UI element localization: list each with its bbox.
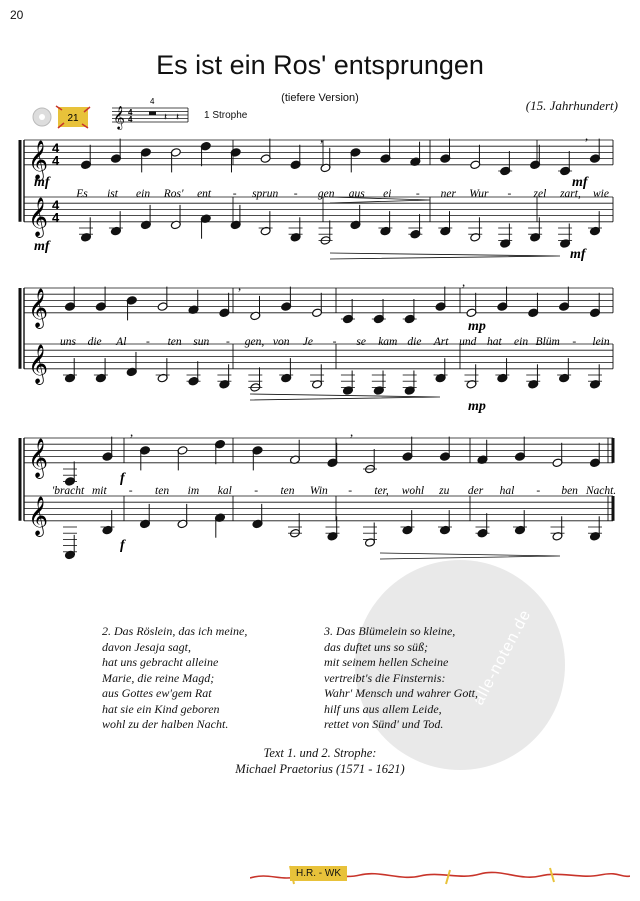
- verse-line: aus Gottes ew'gem Rat: [102, 686, 212, 700]
- lyric-syllable: se: [356, 336, 366, 348]
- verse-line: davon Jesaja sagt,: [102, 639, 191, 654]
- page-title: Es ist ein Ros' entsprungen: [156, 50, 484, 80]
- text-credit: [0, 745, 640, 777]
- breath-mark: ,: [350, 424, 354, 439]
- subtitle: (tiefere Version): [281, 92, 359, 104]
- lyric-syllable: uns: [60, 336, 76, 348]
- lyric-syllable: zel: [533, 188, 547, 200]
- credit-line: Text 1. und 2. Strophe:: [263, 746, 377, 760]
- lyric-syllable: Win: [309, 485, 328, 497]
- verse-line: mit seinem hellen Scheine: [324, 655, 449, 669]
- lyric-syllable: ner: [440, 188, 457, 200]
- verse-line: 2. Das Röslein, das ich meine,: [102, 624, 248, 638]
- hairpin: [330, 253, 560, 259]
- lyric-syllable: Je: [302, 336, 313, 348]
- lyric-syllable: ist: [107, 188, 118, 200]
- strophe-label: 1 Strophe: [204, 110, 248, 121]
- lyric-syllable: -: [348, 485, 353, 497]
- lyric-syllable: zart,: [560, 188, 581, 200]
- svg-text:4: 4: [128, 108, 133, 117]
- lyric-syllable: und: [459, 336, 477, 348]
- dynamic-marking: mf: [570, 247, 586, 262]
- verse-line: hat sie ein Kind geboren: [102, 701, 220, 716]
- treble-clef: 𝄞: [28, 495, 49, 536]
- lyric-syllable: ein: [136, 188, 151, 200]
- treble-clef: 𝄞: [28, 287, 49, 328]
- svg-text:𝄞: 𝄞: [113, 105, 125, 129]
- lyric-syllable: ent: [197, 188, 212, 200]
- lyric-syllable: die: [407, 336, 422, 348]
- count-in-number: 4: [150, 98, 155, 106]
- dynamic-marking: mf: [34, 239, 50, 254]
- lyric-syllable: -: [415, 188, 420, 200]
- time-signature: 4: [52, 197, 60, 213]
- century-label: (15. Jahrhundert): [525, 98, 618, 113]
- dynamic-marking: f: [120, 538, 125, 553]
- credit-line: Michael Praetorius (1571 - 1621): [235, 762, 405, 776]
- lyric-syllable: aus: [348, 188, 365, 200]
- lyric-syllable: -: [225, 336, 230, 348]
- lyric-syllable: der: [467, 485, 484, 497]
- dynamic-marking: mf: [34, 175, 50, 190]
- lyric-syllable: hal: [499, 485, 515, 497]
- lyric-syllable: -: [128, 485, 133, 497]
- track-number: 21: [67, 113, 79, 124]
- verse-line: vertreibt's die Finsternis:: [324, 670, 446, 685]
- verse-3: [324, 624, 478, 733]
- lyric-syllable: wohl: [401, 485, 425, 497]
- dynamic-marking: f: [120, 471, 125, 486]
- verse-line: rettet von Sünd' und Tod.: [324, 717, 444, 731]
- lyric-syllable: -: [536, 485, 541, 497]
- time-signature: 4: [52, 140, 60, 156]
- lyric-syllable: kal: [217, 485, 232, 497]
- verse-line: wohl zu der halben Nacht.: [102, 717, 229, 731]
- time-signature: 4: [52, 209, 60, 225]
- lyric-syllable: ter,: [374, 485, 389, 497]
- lyric-syllable: Es: [76, 188, 88, 200]
- lyric-syllable: -: [572, 336, 577, 348]
- lyric-syllable: Art: [433, 336, 449, 348]
- lyric-syllable: kam: [378, 336, 398, 348]
- dynamic-marking: mf: [572, 175, 588, 190]
- hairpin: [380, 553, 560, 559]
- lyric-syllable: -: [146, 336, 150, 348]
- lyric-syllable: zu: [439, 485, 450, 497]
- lyric-syllable: sun: [193, 336, 210, 348]
- lyric-syllable: ten: [167, 336, 182, 348]
- verse-line: hilf uns aus allem Leide,: [324, 701, 442, 716]
- breath-mark: ,: [130, 424, 134, 439]
- verse-line: das duftet uns so süß;: [324, 639, 429, 654]
- lyric-syllable: -: [332, 336, 337, 348]
- lyric-syllable: im: [187, 485, 200, 497]
- lyric-syllable: mit: [92, 485, 107, 497]
- lyric-syllable: ben: [561, 485, 578, 497]
- breath-mark: ,: [238, 278, 242, 293]
- breath-mark: ,: [462, 274, 466, 289]
- page-number: 20: [10, 8, 24, 22]
- lyric-syllable: ten: [280, 485, 295, 497]
- verse-2: [102, 624, 247, 733]
- lyric-syllable: -: [232, 188, 237, 200]
- lyric-syllable: -: [254, 485, 259, 497]
- lyric-syllable: sprun: [252, 188, 279, 200]
- verse-line: 3. Das Blümelein so kleine,: [324, 624, 456, 638]
- lyric-syllable: ten: [155, 485, 170, 497]
- lyric-syllable: von: [272, 336, 290, 348]
- lyric-syllable: Blüm: [535, 336, 560, 348]
- lyric-syllable: ein: [514, 336, 529, 348]
- breath-mark: ,: [320, 130, 324, 145]
- verse-line: Marie, die reine Magd;: [102, 670, 215, 685]
- lyric-syllable: ei: [383, 188, 392, 200]
- svg-text:𝄽: 𝄽: [176, 112, 180, 123]
- treble-clef: 𝄞: [28, 196, 49, 237]
- lyric-syllable: Nacht.: [585, 485, 617, 497]
- verse-line: hat uns gebracht alleine: [102, 655, 219, 669]
- verse-line: Wahr' Mensch und wahrer Gott,: [324, 686, 479, 700]
- lyric-syllable: gen,: [244, 336, 265, 348]
- treble-clef: 𝄞: [28, 437, 49, 478]
- lyric-syllable: Ros': [163, 188, 184, 200]
- treble-clef: 𝄞: [28, 343, 49, 384]
- dynamic-marking: mp: [468, 399, 486, 414]
- lyric-syllable: 'bracht: [51, 485, 85, 497]
- dynamic-marking: mp: [468, 319, 486, 334]
- lyric-syllable: wie: [593, 188, 609, 200]
- lyric-syllable: Wur: [469, 188, 489, 200]
- watermark-text: alle-noten.de: [470, 606, 535, 708]
- lyric-syllable: gen: [317, 188, 335, 200]
- lyric-syllable: -: [507, 188, 512, 200]
- svg-text:4: 4: [128, 115, 133, 124]
- breath-mark: ,: [585, 128, 589, 143]
- lyric-syllable: Al: [116, 336, 127, 348]
- treble-clef: 𝄞: [28, 139, 49, 180]
- svg-text:𝄽: 𝄽: [164, 112, 168, 123]
- lyric-syllable: lein: [592, 336, 610, 348]
- hairpin: [250, 394, 440, 400]
- lyric-syllable: die: [87, 336, 102, 348]
- lyric-syllable: hat: [487, 336, 502, 348]
- footer-label: H.R. - WK: [290, 866, 347, 881]
- lyric-syllable: -: [293, 188, 298, 200]
- time-signature: 4: [52, 152, 60, 168]
